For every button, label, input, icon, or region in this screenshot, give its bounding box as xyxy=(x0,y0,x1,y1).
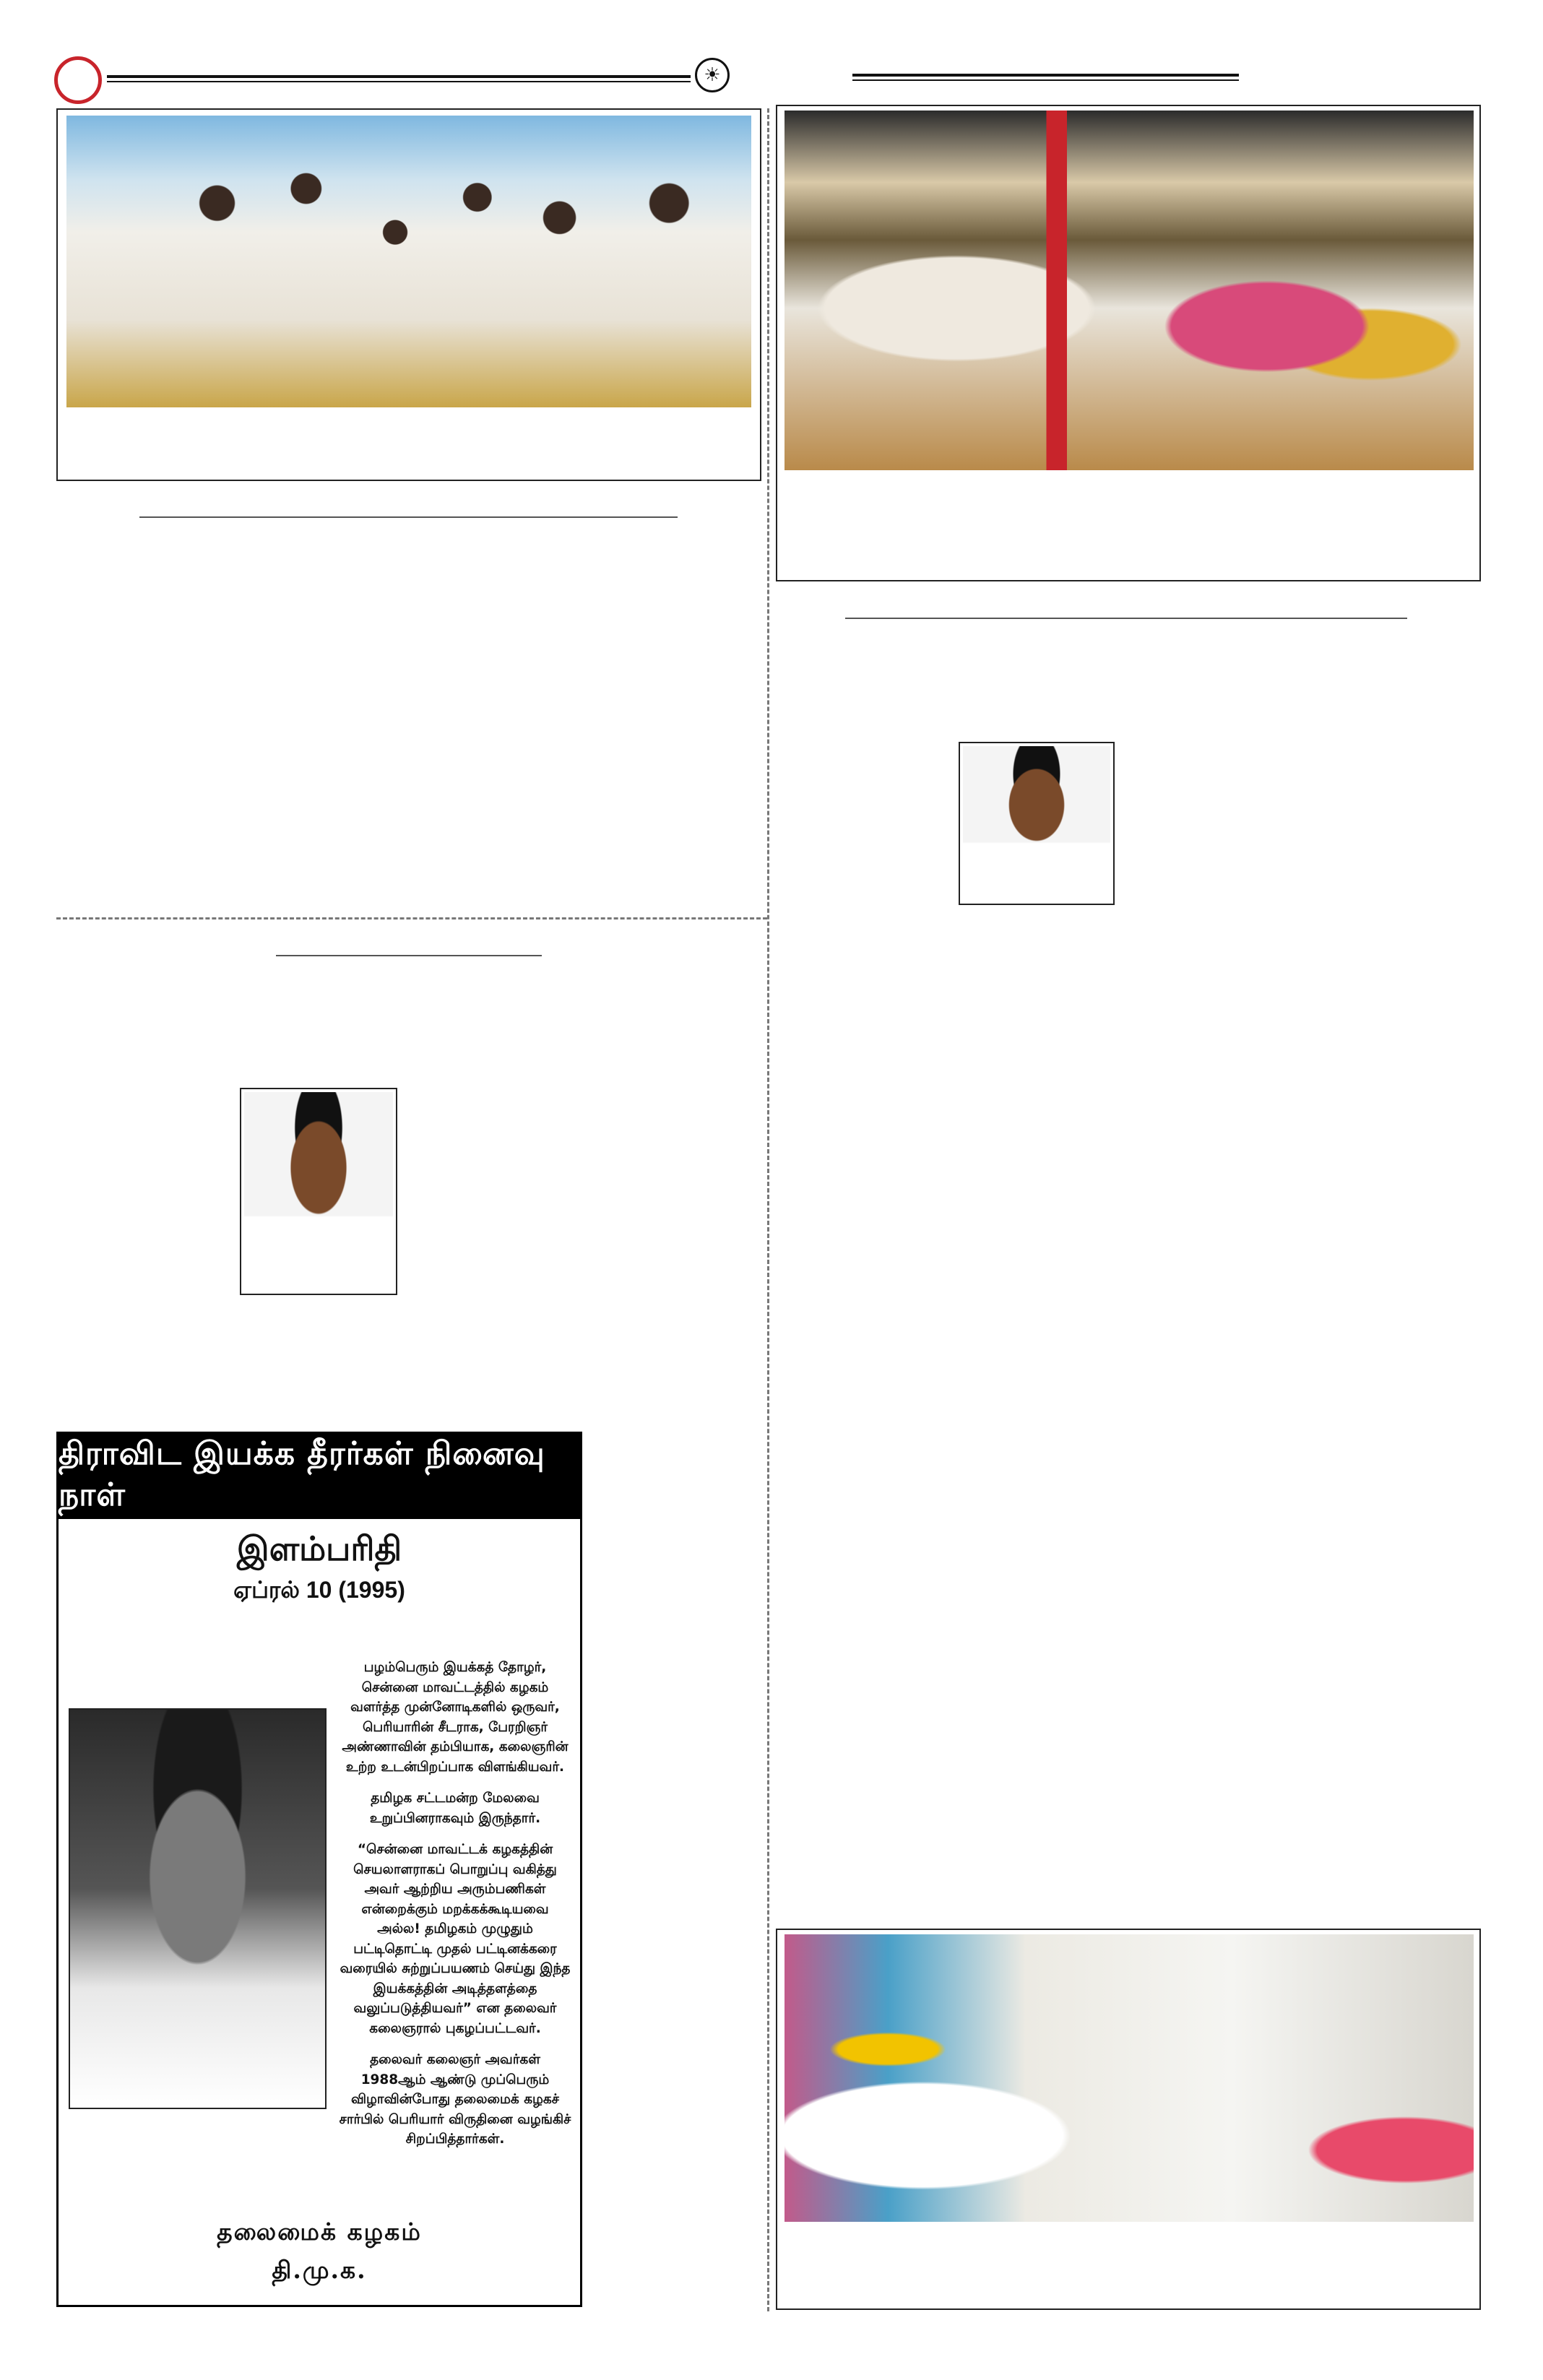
notice-header xyxy=(59,1434,580,1519)
column-divider xyxy=(767,108,769,2311)
top-left-photo-frame xyxy=(56,108,761,481)
portrait-right-frame xyxy=(959,742,1115,905)
notice-portrait-photo xyxy=(69,1708,327,2109)
red-circle-icon xyxy=(54,56,102,104)
notice-paragraph: பழம்பெரும் இயக்கத் தோழர், சென்னை மாவட்டத்தில் கழகம் வளர்த்த முன்னோடிகளில் ஒருவர், பெரியாரின் சீடராக, பேரறிஞர் அண்ணாவின் தம்பியாக, கலைஞரின் உற்ற உடன்பிறப்பாக விளங்கியவர். xyxy=(342,1660,569,1775)
top-right-photo-frame xyxy=(776,105,1481,581)
notice-footer-org: தலைமைக் கழகம் xyxy=(217,2217,422,2246)
headline-rule xyxy=(845,618,1407,619)
memorial-notice xyxy=(56,1432,582,2307)
masthead-rule-left xyxy=(107,75,691,78)
rising-sun-icon xyxy=(695,58,730,92)
man-portrait-photo xyxy=(963,746,1110,901)
masthead-rule-right-thin xyxy=(852,79,1239,81)
rising-sun-glyph: ☀ xyxy=(704,64,721,86)
man-portrait-photo xyxy=(244,1092,393,1291)
notice-name: இளம்பரிதி xyxy=(236,1529,402,1568)
notice-paragraph: “சென்னை மாவட்டக் கழகத்தின் செயலாளராகப் பொறுப்பு வகித்து அவர் ஆற்றிய அரும்பணிகள் என்றைக்கும் மறக்கக்கூடியவை அல்ல! தமிழகம் முழுதும் பட்டிதொட்டி முதல் பட்டினக்கரை வரையில் சுற்றுப்பயணம் செய்து இந்த இயக்கத்தின் அடித்தளத்தை வலுப்படுத்தியவர்” என தலைவர் கலைஞரால் புகழப்பட்டவர். xyxy=(340,1842,571,2036)
section-divider xyxy=(56,917,767,919)
notice-paragraph: தமிழக சட்டமன்ற மேலவை உறுப்பினராகவும் இருந்தார். xyxy=(369,1791,541,1826)
headline-rule xyxy=(276,955,542,956)
stage-rally-photo xyxy=(785,111,1474,470)
headline-rule xyxy=(139,516,678,518)
masthead-rule-left-thin xyxy=(107,81,691,82)
street-crowd-photo xyxy=(785,1934,1474,2222)
notice-header-text: திராவிட இயக்க தீரர்கள் நினைவு நாள் xyxy=(59,1435,545,1513)
portrait-left-frame xyxy=(240,1088,397,1295)
meeting-crowd-photo xyxy=(66,116,751,407)
bottom-right-photo-frame xyxy=(776,1929,1481,2310)
notice-text-column xyxy=(339,1658,571,2150)
notice-footer-party: தி.மு.க. xyxy=(272,2256,367,2284)
notice-date: ஏப்ரல் 10 (1995) xyxy=(233,1577,405,1603)
notice-paragraph: தலைவர் கலைஞர் அவர்கள் 1988ஆம் ஆண்டு முப்பெரும் விழாவின்போது தலைமைக் கழகச் சார்பில் பெரியார் விருதினை வழங்கிச் சிறப்பித்தார்கள். xyxy=(339,2052,571,2147)
masthead-rule-right xyxy=(852,74,1239,77)
